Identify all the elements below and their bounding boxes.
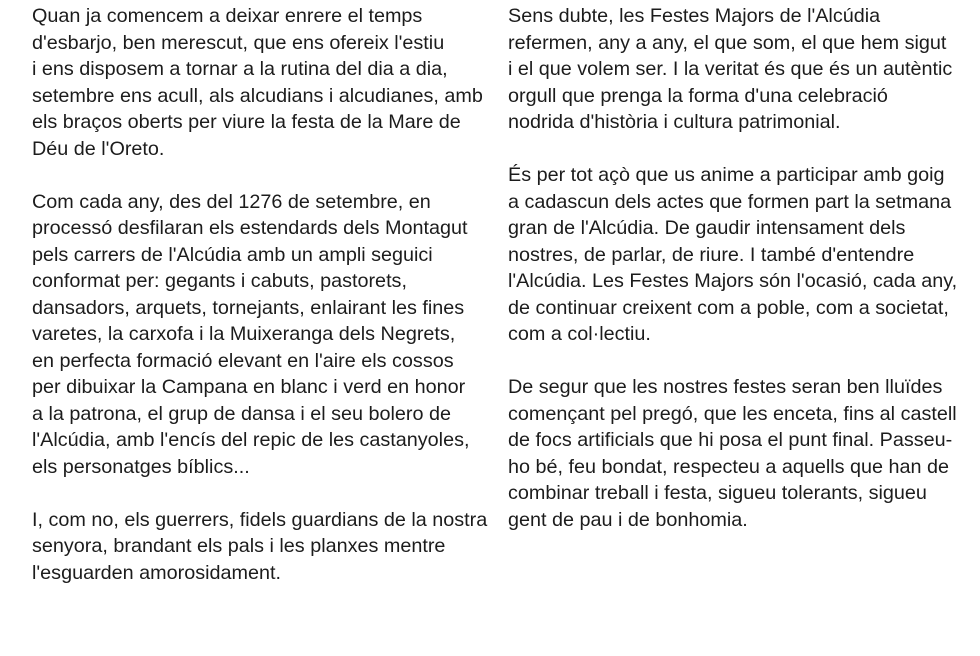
paragraph [508,3,957,136]
text-line: nodrida d'història i cultura patrimonial. [508,111,841,133]
text-line: varetes, la carxofa i la Muixeranga dels Negrets, [32,323,456,345]
text-line: gent de pau i de bonhomia. [508,508,748,531]
text-line: Com cada any, des del 1276 de setembre, en [32,190,431,213]
text-line: Quan ja comencem a deixar enrere el temps [32,5,423,27]
text-line: de focs artificials que hi posa el punt final. Passeu- [508,429,953,451]
text-line: i el que volem ser. I la veritat és que és un autèntic [508,58,953,80]
text-line: Sens dubte, les Festes Majors de l'Alcúdia [508,5,881,27]
text-line: els braços oberts per viure la festa de la Mare de [32,111,461,133]
text-line: pels carrers de l'Alcúdia amb un ampli seguici [32,243,433,266]
text-line: d'esbarjo, ben merescut, que ens ofereix l'estiu [32,31,445,54]
text-line: orgull que prenga la forma d'una celebració [508,84,888,107]
text-line: començant pel pregó, que les enceta, fins al castell [508,402,957,425]
text-line: l'Alcúdia, amb l'encís del repic de les castanyoles, [32,429,470,451]
text-line: És per tot açò que us anime a participar amb goig [508,164,945,186]
text-line: i ens disposem a tornar a la rutina del dia a dia, [32,58,448,80]
paragraph [32,507,487,587]
text-line: l'esguarden amorosidament. [32,561,281,584]
paragraph [508,374,957,533]
text-line: a cadascun dels actes que formen part la setmana [508,190,952,213]
text-line: conformat per: gegants i cabuts, pastorets, [32,270,407,292]
text-line: a la patrona, el grup de dansa i el seu bolero de [32,402,451,425]
right-column [508,3,957,560]
text-line: senyora, brandant els pals i les planxes mentre [32,535,446,557]
text-line: De segur que les nostres festes seran ben lluïdes [508,376,943,398]
text-line: processó desfilaran els estendards dels Montagut [32,217,468,239]
text-line: ho bé, feu bondat, respecteu a aquells que han de [508,455,950,478]
text-line: Déu de l'Oreto. [32,137,165,160]
text-line: com a col·lectiu. [508,323,651,345]
text-line: els personatges bíblics... [32,455,250,478]
text-line: setembre ens acull, als alcudians i alcudianes, amb [32,84,483,107]
text-line: l'Alcúdia. Les Festes Majors són l'ocasió, cada any, [508,270,958,292]
text-line: I, com no, els guerrers, fidels guardians de la nostra [32,508,488,531]
text-line: combinar treball i festa, sigueu tolerants, sigueu [508,482,927,504]
text-line: en perfecta formació elevant en l'aire els cossos [32,349,454,372]
text-line: gran de l'Alcúdia. De gaudir intensament dels [508,217,906,239]
text-line: dansadors, arquets, tornejants, enlairant les fines [32,296,465,319]
text-line: refermen, any a any, el que som, el que hem sigut [508,31,947,54]
left-column [32,3,487,613]
text-line: de continuar creixent com a poble, com a societat, [508,296,949,319]
text-line: nostres, de parlar, de riure. I també d'entendre [508,243,915,266]
paragraph [32,3,487,162]
text-line: per dibuixar la Campana en blanc i verd en honor [32,376,466,398]
paragraph [508,162,957,348]
paragraph [32,189,487,481]
